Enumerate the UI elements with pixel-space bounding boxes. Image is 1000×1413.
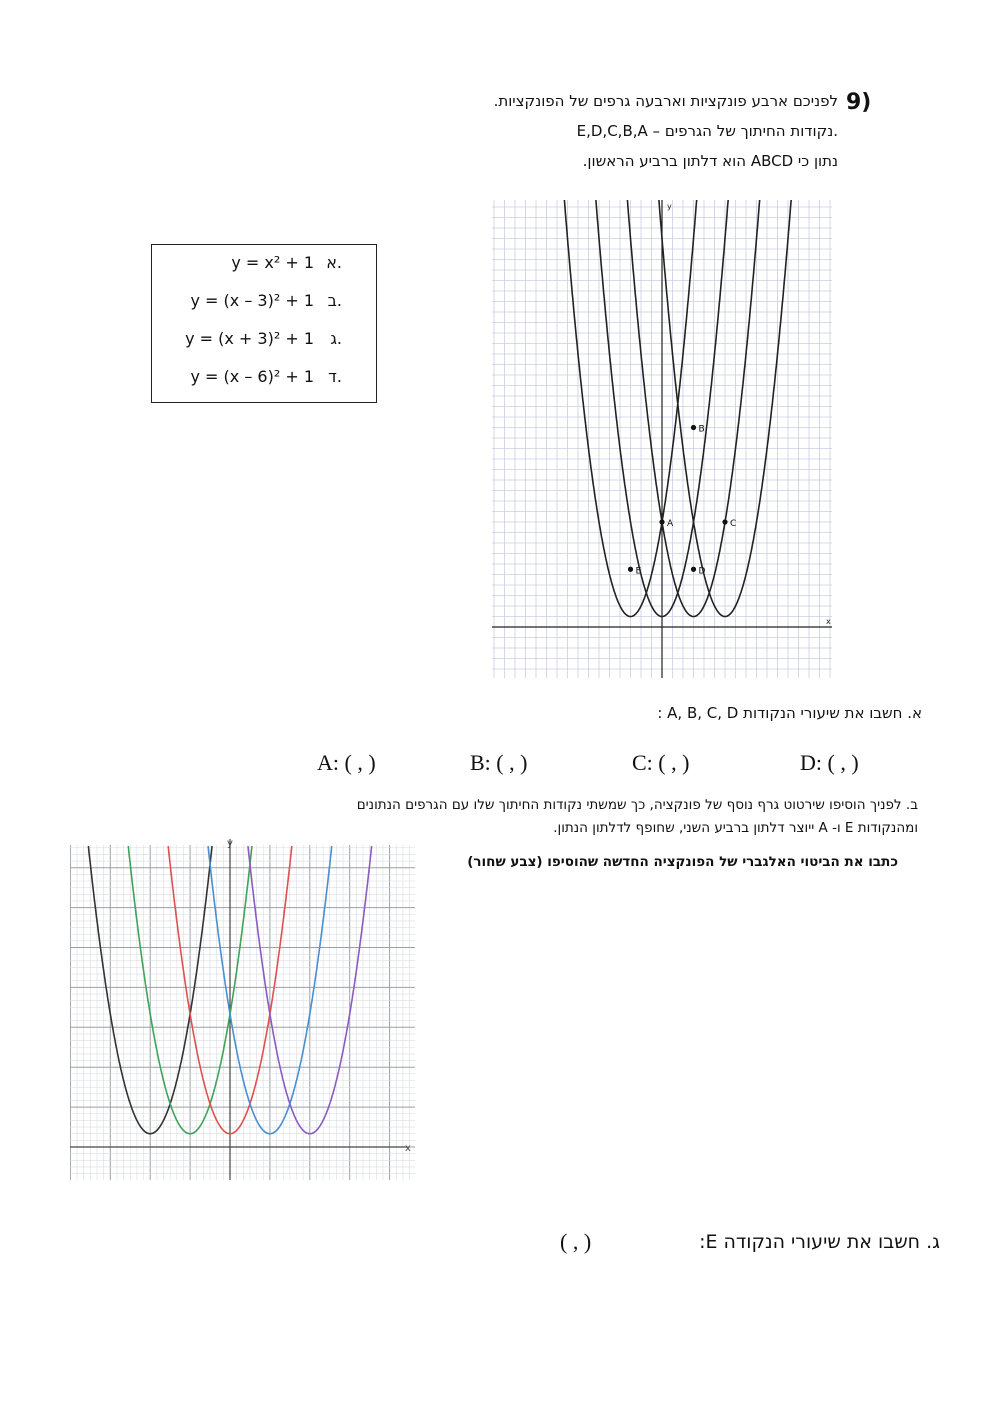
e-y-input[interactable] xyxy=(612,1232,642,1254)
function-row xyxy=(152,253,376,277)
c-x-input[interactable] xyxy=(676,753,706,775)
b-x-input[interactable] xyxy=(513,753,543,775)
answer-b: B: ( , ) xyxy=(470,750,528,775)
point-d xyxy=(691,567,696,572)
function-equation: y = (x – 6)² + 1 xyxy=(190,367,314,386)
d-x-input[interactable] xyxy=(845,753,875,775)
y-axis-label: y xyxy=(227,838,233,849)
point-label: B xyxy=(698,424,705,435)
point-b xyxy=(691,425,696,430)
x-axis-label: x xyxy=(405,1143,411,1154)
intro-line-1: לפניכם ארבע פונקציות וארבעה גרפים של הפונקציות. xyxy=(493,92,838,110)
part-b-line-1: ב. לפניך הוסיפו שירטוט גרף נוסף של פונקציה, כך שמשתי נקודות החיתוך שלו עם הגרפים הנתונים xyxy=(356,797,918,813)
a-x-input[interactable] xyxy=(362,753,392,775)
function-row xyxy=(152,329,376,353)
point-label: C xyxy=(730,519,737,529)
point-a xyxy=(659,519,664,524)
part-b-line-2: ומהנקודות E ו- A ייוצר דלתון ברביע השני, שחופף לדלתון הנתון. xyxy=(553,820,918,836)
answer-c: C: ( , ) xyxy=(632,750,690,775)
x-axis-label: x xyxy=(826,617,831,626)
function-equation: y = x² + 1 xyxy=(231,253,314,272)
intro-line-3: נתון כי ABCD הוא דלתון ברביע הראשון. xyxy=(582,152,838,170)
function-equation: y = (x – 3)² + 1 xyxy=(190,291,314,310)
b-y-input[interactable] xyxy=(545,753,575,775)
function-label: ג. xyxy=(330,329,342,348)
functions-box xyxy=(151,244,377,403)
intro-line-2: E,D,C,B,A – נקודות החיתוך של הגרפים. xyxy=(576,122,838,140)
function-label: ד. xyxy=(328,367,342,386)
e-x-input[interactable] xyxy=(578,1232,608,1254)
point-e xyxy=(628,567,633,572)
part-c-text: ג. חשבו את שיעורי הנקודה E: xyxy=(699,1231,940,1253)
point-c xyxy=(722,519,727,524)
answer-a: A: ( , ) xyxy=(317,750,376,775)
question-number: 9) xyxy=(846,90,872,115)
point-label: E xyxy=(635,566,642,577)
c-y-input[interactable] xyxy=(712,753,742,775)
part-c-blank: ( , ) xyxy=(560,1229,592,1254)
function-equation: y = (x + 3)² + 1 xyxy=(185,329,314,348)
d-y-input[interactable] xyxy=(880,753,910,775)
part-b-line-3: כתבו את הביטוי האלגברי של הפונקציה החדשה שהוסיפו (צבע שחור) xyxy=(467,854,898,870)
function-label: ב. xyxy=(327,291,342,310)
a-y-input[interactable] xyxy=(395,753,425,775)
point-label: A xyxy=(667,519,674,529)
point-label: D xyxy=(698,566,706,577)
parabolas-graph xyxy=(492,200,832,678)
y-axis-label: y xyxy=(667,202,672,211)
part-a-text: א. חשבו את שיעורי הנקודות A, B, C, D : xyxy=(657,704,922,722)
colored-parabolas-graph xyxy=(70,835,415,1180)
answer-d: D: ( , ) xyxy=(800,750,859,775)
grid-lines xyxy=(70,845,415,1180)
function-label: א. xyxy=(326,253,342,272)
function-row xyxy=(152,291,376,315)
function-row xyxy=(152,367,376,391)
